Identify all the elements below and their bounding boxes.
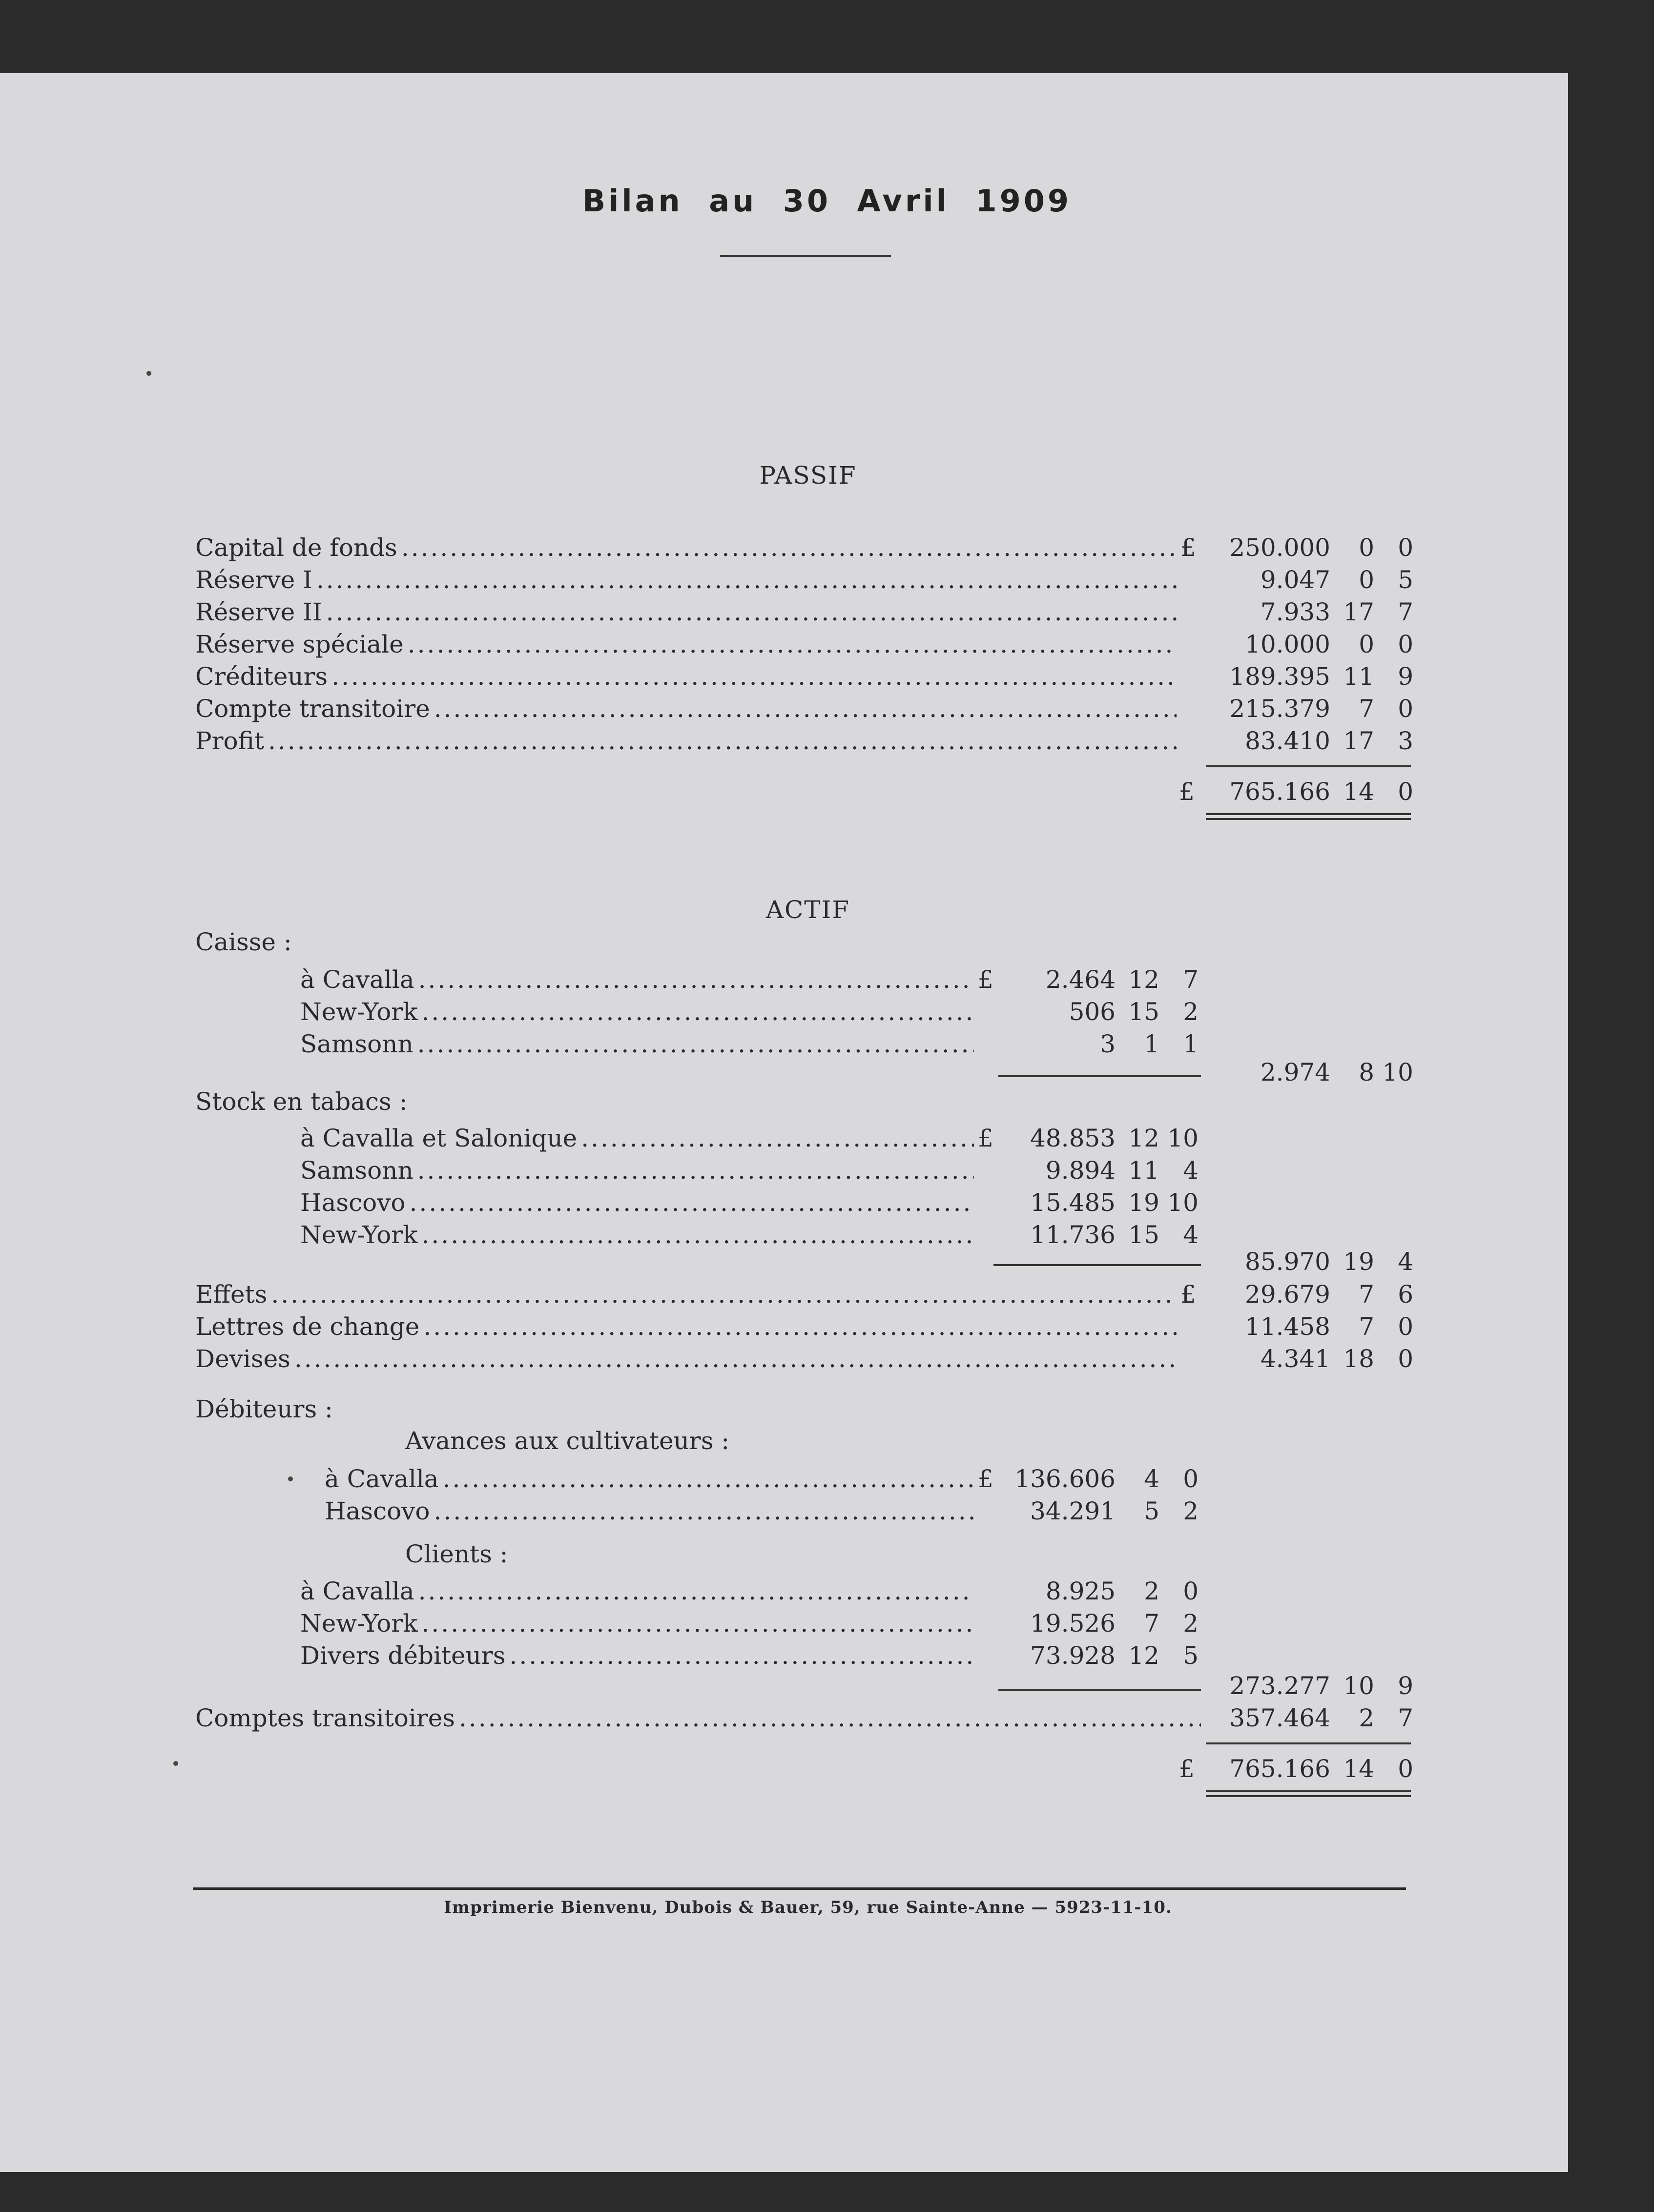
passif-item-amount [1208,532,1413,563]
passif-item-label: Profit [195,727,265,755]
pence-value: 6 [1398,1280,1413,1309]
stock-item-amount [993,1219,1199,1250]
caisse-sum-rule [998,1075,1201,1077]
leader-dots [459,1702,1201,1734]
leader-dots [294,1343,1177,1374]
caisse-item-label: New-York [300,998,418,1026]
pence-value: 10 [1167,1124,1199,1152]
passif-sum-rule [1206,765,1411,767]
actif-sum-rule [1206,1742,1411,1744]
pounds-value: 250.000 [1229,533,1330,562]
stock-item-row [300,1219,998,1250]
caisse-item-label: à Cavalla [300,965,414,994]
client-item-amount [993,1608,1199,1639]
stock-item-row [300,1123,998,1154]
passif-item-label: Réserve spéciale [195,630,404,658]
passif-item-row [195,725,1201,757]
pounds-value: 73.928 [1030,1641,1116,1670]
pence-value: 2 [1183,1609,1199,1638]
pence-value: 10 [1167,1188,1199,1217]
leader-dots [581,1123,974,1154]
printer-imprint: Imprimerie Bienvenu, Dubois & Bauer, 59, rue Sainte-Anne — 5923-11-10. [444,1898,1172,1917]
leader-dots [418,1576,974,1607]
passif-item-label: Réserve I [195,566,312,594]
pounds-value: 11.736 [1030,1221,1116,1249]
leader-dots [434,693,1177,724]
leader-dots [326,596,1177,628]
debiteurs-label: Débiteurs : [195,1395,333,1423]
actif-item-label: Lettres de change [195,1312,420,1341]
footer-rule [193,1887,1406,1890]
pence-value: 9 [1398,662,1413,691]
stock-item-row [300,1155,998,1186]
passif-item-amount [1208,596,1413,628]
caisse-item-amount [993,1028,1199,1060]
leader-dots [434,1495,974,1527]
shillings-value: 11 [1343,662,1374,691]
actif-double-rule-1 [1206,1790,1411,1792]
leader-dots [268,725,1177,757]
stock-item-amount [993,1123,1199,1154]
caisse-item-amount [993,996,1199,1027]
avance-item-row [325,1463,998,1495]
pence-value: 5 [1398,566,1413,594]
pounds-value: 48.853 [1030,1124,1116,1152]
caisse-item-label: Samsonn [300,1030,414,1058]
leader-dots [417,1155,974,1186]
shillings-value: 12 [1128,965,1159,994]
leader-dots [410,1187,974,1218]
passif-double-rule-2 [1206,818,1411,820]
debiteurs-subtotal: 273.277 10 9 [1229,1672,1413,1700]
pounds-value: 3 [1100,1030,1116,1058]
client-item-row [300,1576,998,1607]
pounds-value: 34.291 [1030,1497,1116,1525]
client-item-row [300,1640,998,1671]
currency-symbol: £ [1180,1280,1196,1309]
pence-value: 0 [1183,1577,1199,1605]
passif-item-row [195,693,1201,724]
actif-total: £ 765.166 14 0 [1179,1755,1413,1783]
shillings-value: 15 [1128,1221,1159,1249]
stock-item-amount [993,1187,1199,1218]
pence-value: 0 [1398,630,1413,658]
actif-item-row [195,1279,1201,1310]
clients-label: Clients : [405,1540,508,1568]
currency-symbol: £ [1180,533,1196,562]
pounds-value: 9.894 [1045,1156,1116,1185]
caisse-item-amount [993,964,1199,995]
passif-item-row [195,596,1201,628]
title-underline [720,255,891,257]
stock-item-label: New-York [300,1221,418,1249]
actif-double-rule-2 [1206,1795,1411,1797]
pence-value: 7 [1398,598,1413,626]
passif-item-label: Réserve II [195,598,322,626]
shillings-value: 4 [1144,1465,1159,1493]
passif-item-amount [1208,725,1413,757]
client-item-label: Divers débiteurs [300,1641,506,1670]
caisse-label: Caisse : [195,928,292,956]
pounds-value: 2.464 [1045,965,1116,994]
paper-speck [146,371,151,376]
shillings-value: 17 [1343,598,1374,626]
client-item-amount [993,1576,1199,1607]
passif-item-amount [1208,661,1413,692]
leader-dots [418,964,974,995]
avance-item-row [325,1495,998,1527]
leader-dots [422,996,974,1027]
pence-value: 0 [1398,695,1413,723]
client-item-label: New-York [300,1609,418,1638]
pounds-value: 11.458 [1245,1312,1330,1341]
passif-item-amount [1208,629,1413,660]
pence-value: 5 [1183,1641,1199,1670]
actif-item-row [195,1311,1201,1342]
passif-item-row [195,532,1201,563]
shillings-value: 19 [1128,1188,1159,1217]
pounds-value: 506 [1069,998,1116,1026]
actif-item-label: Effets [195,1280,268,1309]
passif-item-label: Capital de fonds [195,533,397,562]
passif-double-rule-1 [1206,813,1411,815]
shillings-value: 12 [1128,1124,1159,1152]
pence-value: 0 [1183,1465,1199,1493]
client-item-amount [993,1640,1199,1671]
passif-item-label: Créditeurs [195,662,328,691]
pounds-value: 136.606 [1014,1465,1116,1493]
caisse-item-row [300,964,998,995]
actif-item-amount [1208,1311,1413,1342]
actif-heading: ACTIF [765,896,850,924]
passif-item-row [195,629,1201,660]
caisse-item-row [300,996,998,1027]
avance-item-amount [993,1463,1199,1495]
pounds-value: 9.047 [1260,566,1330,594]
leader-dots [509,1640,974,1671]
pounds-value: 15.485 [1030,1188,1116,1217]
pounds-value: 7.933 [1260,598,1330,626]
leader-dots [423,1311,1177,1342]
stock-subtotal: 85.970 19 4 [1245,1248,1413,1276]
pence-value: 2 [1183,998,1199,1026]
debiteurs-sum-rule [998,1689,1201,1691]
currency-symbol: £ [978,1124,993,1152]
stock-item-label: Hascovo [300,1188,406,1217]
leader-dots [271,1279,1177,1310]
pence-value: 0 [1398,1345,1413,1373]
shillings-value: 12 [1128,1641,1159,1670]
pence-value: 0 [1398,533,1413,562]
passif-item-label: Compte transitoire [195,695,430,723]
shillings-value: 7 [1144,1609,1159,1638]
stock-item-amount [993,1155,1199,1186]
shillings-value: 0 [1359,566,1374,594]
currency-symbol: £ [978,965,993,994]
leader-dots [316,564,1177,595]
leader-dots [422,1219,974,1250]
pounds-value: 29.679 [1245,1280,1330,1309]
shillings-value: 2 [1144,1577,1159,1605]
pence-value: 2 [1183,1497,1199,1525]
avance-item-label: Hascovo [325,1497,430,1525]
stock-label: Stock en tabacs : [195,1087,408,1116]
shillings-value: 15 [1128,998,1159,1026]
shillings-value: 7 [1359,1280,1374,1309]
pence-value: 4 [1183,1221,1199,1249]
shillings-value: 0 [1359,533,1374,562]
actif-item-amount [1208,1279,1413,1310]
pounds-value: 189.395 [1229,662,1330,691]
shillings-value: 17 [1343,727,1374,755]
shillings-value: 5 [1144,1497,1159,1525]
pence-value: 1 [1183,1030,1199,1058]
pounds-value: 83.410 [1245,727,1330,755]
pounds-value: 19.526 [1030,1609,1116,1638]
shillings-value: 7 [1359,1312,1374,1341]
actif-item-amount [1208,1343,1413,1374]
actif-item-row [195,1343,1201,1374]
paper-speck [173,1761,178,1766]
currency-symbol: £ [978,1465,993,1493]
leader-dots [401,532,1177,563]
pounds-value: 4.341 [1260,1345,1330,1373]
passif-item-amount [1208,564,1413,595]
paper-speck [288,1476,293,1481]
stock-item-label: à Cavalla et Salonique [300,1124,578,1152]
pounds-value: 8.925 [1045,1577,1116,1605]
avance-item-label: à Cavalla [325,1465,439,1493]
avance-item-amount [993,1495,1199,1527]
pence-value: 4 [1183,1156,1199,1185]
passif-item-row [195,661,1201,692]
client-item-row [300,1608,998,1639]
actif-item-label: Devises [195,1345,290,1373]
shillings-value: 7 [1359,695,1374,723]
leader-dots [408,629,1177,660]
comptes-transitoires-amount: 357.464 2 7 [1229,1704,1413,1732]
passif-heading: PASSIF [759,461,857,490]
shillings-value: 1 [1144,1030,1159,1058]
pence-value: 3 [1398,727,1413,755]
leader-dots [443,1463,974,1495]
stock-item-row [300,1187,998,1218]
passif-item-amount [1208,693,1413,724]
caisse-subtotal: 2.974 8 10 [1260,1058,1413,1086]
stock-item-label: Samsonn [300,1156,414,1185]
client-item-label: à Cavalla [300,1577,414,1605]
pounds-value: 215.379 [1229,695,1330,723]
shillings-value: 18 [1343,1345,1374,1373]
leader-dots [417,1028,974,1060]
passif-item-row [195,564,1201,595]
comptes-transitoires-row: Comptes transitoires ..... [195,1702,1201,1734]
stock-sum-rule [993,1264,1201,1266]
pounds-value: 10.000 [1245,630,1330,658]
shillings-value: 11 [1128,1156,1159,1185]
shillings-value: 0 [1359,630,1374,658]
leader-dots [331,661,1177,692]
caisse-item-row [300,1028,998,1060]
pence-value: 7 [1183,965,1199,994]
passif-total: £ 765.166 14 0 [1179,778,1413,806]
leader-dots [422,1608,974,1639]
avances-label: Avances aux cultivateurs : [405,1427,730,1455]
page-title: Bilan au 30 Avril 1909 [582,183,1072,219]
pence-value: 0 [1398,1312,1413,1341]
